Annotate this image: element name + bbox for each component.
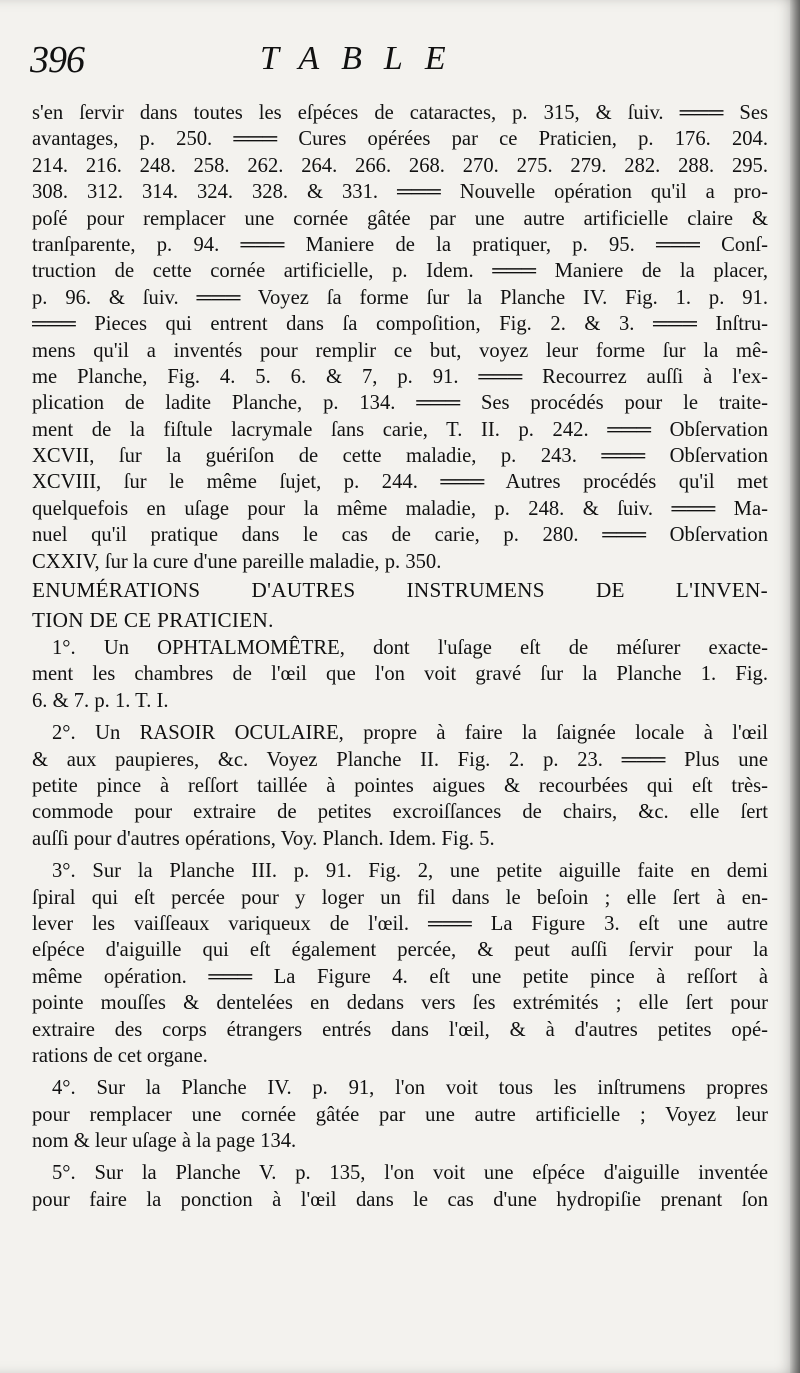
text-line: mens qu'il a inventés pour remplir ce but, voyez leur forme ſur la mê- (32, 339, 768, 362)
text-line: rations de cet organe. (32, 1044, 208, 1067)
text-line: 1°. Un OPHTALMOMÊTRE, dont l'uſage eſt de méſurer exacte- (52, 637, 768, 660)
list-item (32, 858, 768, 1069)
page-number: 396 (30, 39, 84, 81)
text-line: petite pince à reſſort taillée à pointes aigues & recourbées qui eſt très- (32, 774, 768, 797)
text-line: extraire des corps étrangers entrés dans l'œil, & à d'autres petites opé- (32, 1018, 768, 1041)
text-block (32, 100, 768, 1213)
text-line: nom & leur uſage à la page 134. (32, 1130, 297, 1153)
running-title: TABLE (260, 40, 468, 77)
text-line: truction de cette cornée artificielle, p. Idem. ═══ Maniere de la placer, (32, 260, 768, 283)
text-line: s'en ſervir dans toutes les eſpéces de cataractes, p. 315, & ſuiv. ═══ Ses (32, 102, 768, 124)
text-line: poſé pour remplacer une cornée gâtée par une autre artificielle claire & (32, 207, 768, 230)
text-line: 2°. Un RASOIR OCULAIRE, propre à faire la ſaignée locale à l'œil (52, 722, 768, 745)
text-line: lever les vaiſſeaux variqueux de l'œil. ═══ La Figure 3. eſt une autre (32, 912, 768, 935)
text-line: tranſparente, p. 94. ═══ Maniere de la pratiquer, p. 95. ═══ Conſ- (32, 233, 768, 256)
text-line: & aux paupieres, &c. Voyez Planche II. Fig. 2. p. 23. ═══ Plus une (32, 748, 768, 771)
text-line: ment les chambres de l'œil que l'on voit gravé ſur la Planche 1. Fig. (32, 663, 768, 686)
text-line: 4°. Sur la Planche IV. p. 91, l'on voit tous les inſtrumens propres (52, 1077, 768, 1100)
text-line: 308. 312. 314. 324. 328. & 331. ═══ Nouvelle opération qu'il a pro- (32, 181, 768, 204)
text-line: commode pour extraire de petites excroiſſances de chairs, &c. elle ſert (32, 801, 768, 824)
text-line: ment de la fiſtule lacrymale ſans carie, T. II. p. 242. ═══ Obſervation (32, 418, 768, 441)
text-line: 5°. Sur la Planche V. p. 135, l'on voit une eſpéce d'aiguille inventée (52, 1162, 768, 1185)
text-line: nuel qu'il pratique dans le cas de carie, p. 280. ═══ Obſervation (32, 524, 768, 547)
section-heading (32, 575, 768, 635)
text-line: avantages, p. 250. ═══ Cures opérées par ce Praticien, p. 176. 204. (32, 128, 768, 151)
section-heading-line: ENUMÉRATIONS D'AUTRES INSTRUMENS DE L'INVEN- (32, 578, 768, 603)
text-line: ſpiral qui eſt percée pour y loger un fil dans le beſoin ; elle ſert à en- (32, 886, 768, 909)
page-header (30, 38, 770, 88)
text-line: pour faire la ponction à l'œil dans le cas d'une hydropiſie prenant ſon (32, 1188, 768, 1211)
text-line: me Planche, Fig. 4. 5. 6. & 7, p. 91. ═══ Recourrez auſſi à l'ex- (32, 365, 768, 388)
page-edge-shadow (790, 0, 800, 1373)
text-line: auſſi pour d'autres opérations, Voy. Planch. Idem. Fig. 5. (32, 827, 495, 850)
text-line: pour remplacer une cornée gâtée par une autre artificielle ; Voyez leur (32, 1103, 768, 1126)
text-line: 6. & 7. p. 1. T. I. (32, 689, 169, 712)
section-heading-line: TION DE CE PRATICIEN. (32, 608, 274, 633)
text-line: ═══ Pieces qui entrent dans ſa compoſition, Fig. 2. & 3. ═══ Inſtru- (32, 313, 768, 336)
text-line: plication de ladite Planche, p. 134. ═══ Ses procédés pour le traite- (32, 392, 768, 415)
text-line: p. 96. & ſuiv. ═══ Voyez ſa forme ſur la Planche IV. Fig. 1. p. 91. (32, 286, 768, 309)
list-item (32, 1160, 768, 1213)
list-item (32, 635, 768, 714)
text-line: XCVII, ſur la guériſon de cette maladie, p. 243. ═══ Obſervation (32, 445, 768, 468)
text-line: quelquefois en uſage pour la même maladie, p. 248. & ſuiv. ═══ Ma- (32, 497, 768, 520)
text-line: 3°. Sur la Planche III. p. 91. Fig. 2, une petite aiguille faite en demi (52, 860, 768, 883)
text-line: CXXIV, ſur la cure d'une pareille maladie, p. 350. (32, 550, 442, 573)
list-item (32, 1075, 768, 1154)
list-item (32, 720, 768, 852)
text-line: XCVIII, ſur le même ſujet, p. 244. ═══ Autres procédés qu'il met (32, 471, 768, 494)
text-line: eſpéce d'aiguille qui eſt également percée, & peut auſſi ſervir pour la (32, 939, 768, 962)
text-line: 214. 216. 248. 258. 262. 264. 266. 268. 270. 275. 279. 282. 288. 295. (32, 154, 768, 177)
text-line: pointe mouſſes & dentelées en dedans vers ſes extrémités ; elle ſert pour (32, 992, 768, 1015)
index-entry-continuation (32, 100, 768, 575)
text-line: même opération. ═══ La Figure 4. eſt une petite pince à reſſort à (32, 965, 768, 988)
